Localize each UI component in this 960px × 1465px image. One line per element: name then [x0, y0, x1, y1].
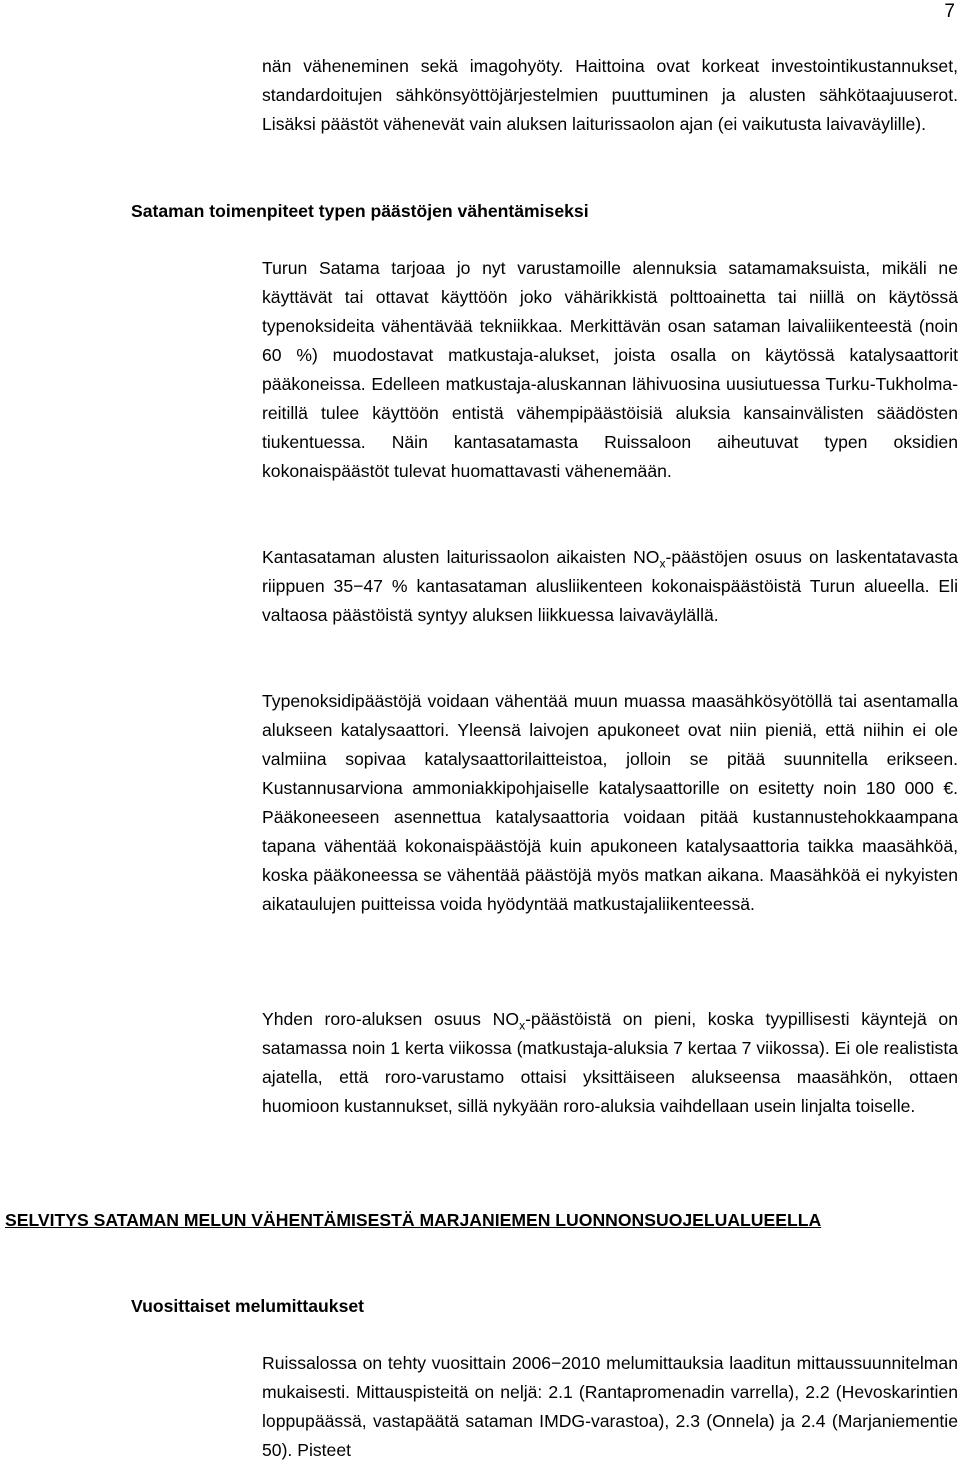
- subheading-annual-noise-measurements: Vuosittaiset melumittaukset: [131, 1296, 365, 1316]
- nox-text-before: Kantasataman alusten laiturissaolon aikaisten NO: [262, 547, 660, 567]
- page-number: 7: [944, 1, 955, 22]
- section-heading-port-measures: Sataman toimenpiteet typen päästöjen vähentämiseksi: [131, 201, 589, 221]
- paragraph-nox-share: [262, 543, 958, 630]
- roro-text-after: -päästöistä on pieni, koska tyypillisesti käyntejä on satamassa noin 1 kerta viikossa (matkustaja-aluksia 7 kertaa 7 viikossa). Ei ole realistista ajatella, että roro-varustamo ottaisi yksittäiseen alukseensa maasähkön, ottaen huomioon kustannukset, sillä nykyään roro-aluksia vaihdellaan usein linjalta toiselle.: [262, 1009, 958, 1116]
- paragraph-noise-measurements: Ruissalossa on tehty vuosittain 2006−2010 melumittauksia laaditun mittaussuunnitelman mukaisesti. Mittauspisteitä on neljä: 2.1 (Rantapromenadin varrella), 2.2 (Hevoskarintien loppupäässä, vastapäätä sataman IMDG-varastoa), 2.3 (Onnela) ja 2.4 (Marjaniementie 50). Pisteet: [262, 1353, 958, 1460]
- nox-subscript: x: [659, 556, 666, 571]
- nox-text-after: -päästöjen osuus on laskentatavasta riippuen 35−47 % kantasataman alusliikenteen kokonaispäästöistä Turun alueella. Eli valtaosa päästöistä syntyy aluksen liikkuessa laivaväylällä.: [262, 547, 958, 625]
- intro-paragraph: nän väheneminen sekä imagohyöty. Haittoina ovat korkeat investointikustannukset, standardoitujen sähkönsyöttöjärjestelmien puuttuminen ja alusten sähkötaajuuserot. Lisäksi päästöt vähenevät vain aluksen laiturissaolon ajan (ei vaikutusta laivaväylille).: [262, 56, 958, 134]
- paragraph-roro-vessels: [262, 1005, 958, 1121]
- paragraph-port-discounts: Turun Satama tarjoaa jo nyt varustamoille alennuksia satamamaksuista, mikäli ne käyttävät tai ottavat käyttöön joko vähärikkistä polttoainetta tai niillä on käytössä typenoksideita vähentävää tekniikkaa. Merkittävän osan sataman laivaliikenteestä (noin 60 %) muodostavat matkustaja-alukset, joista osalla on käytössä katalysaattorit pääkoneissa. Edelleen matkustaja-aluskannan lähivuosina uusiutuessa Turku-Tukholma-reitillä tulee käyttöön entistä vähempipäästöisiä aluksia kansainvälisten säädösten tiukentuessa. Näin kantasatamasta Ruissaloon aiheutuvat typen oksidien kokonaispäästöt tulevat huomattavasti vähenemään.: [262, 258, 958, 481]
- paragraph-reduction-methods: Typenoksidipäästöjä voidaan vähentää muun muassa maasähkösyötöllä tai asentamalla alukseen katalysaattori. Yleensä laivojen apukoneet ovat niin pieniä, että niihin ei ole valmiina sopivaa katalysaattorilaitteistoa, jolloin se pitää suunnitella erikseen. Kustannusarviona ammoniakkipohjaiselle katalysaattorille on esitetty noin 180 000 €. Pääkoneeseen asennettua katalysaattoria voidaan pitää kustannustehokkaampana tapana vähentää kokonaispäästöjä kuin apukoneen katalysaattoria taikka maasähköä, koska pääkoneessa se vähentää päästöjä myös matkan aikana. Maasähköä ei nykyisten aikataulujen puitteissa voida hyödyntää matkustajaliikenteessä.: [262, 691, 958, 914]
- main-heading-noise-report: SELVITYS SATAMAN MELUN VÄHENTÄMISESTÄ MARJANIEMEN LUONNONSUOJELUALUEELLA: [5, 1210, 822, 1230]
- roro-text-before: Yhden roro-aluksen osuus NO: [262, 1009, 520, 1029]
- roro-subscript: x: [519, 1018, 526, 1033]
